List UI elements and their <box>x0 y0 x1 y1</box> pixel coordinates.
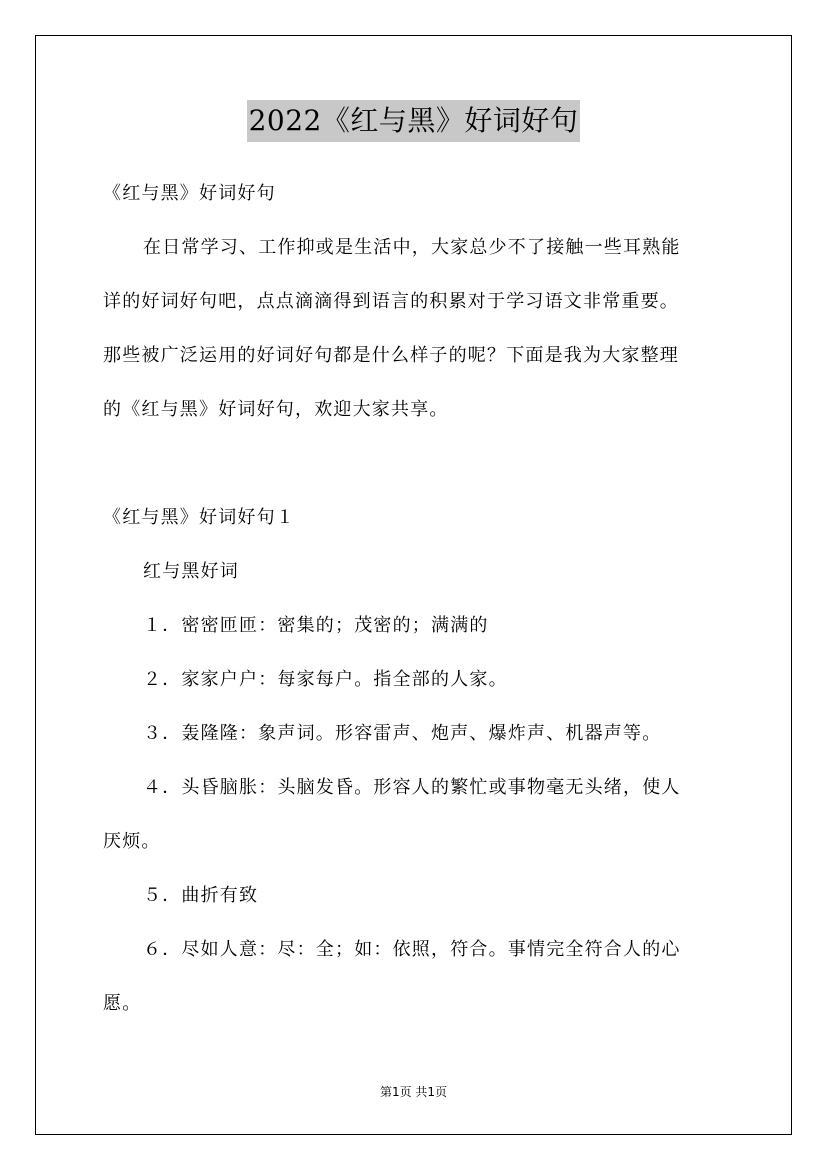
section-heading-2: 《红与黑》好词好句１ <box>103 507 295 528</box>
intro-line-3: 那些被广泛运用的好词好句都是什么样子的呢？下面是我为大家整理 <box>103 345 679 366</box>
list-item-6-line-2: 愿。 <box>103 993 142 1014</box>
intro-line-1: 在日常学习、工作抑或是生活中，大家总少不了接触一些耳熟能 <box>143 237 681 258</box>
page-footer: 第1页 共1页 <box>379 1085 448 1099</box>
list-item-1: １．密密匝匝：密集的；茂密的；满满的 <box>143 615 489 636</box>
subheading: 红与黑好词 <box>143 561 239 582</box>
list-item-3: ３．轰隆隆：象声词。形容雷声、炮声、爆炸声、机器声等。 <box>143 723 662 744</box>
list-item-2: ２．家家户户：每家每户。指全部的人家。 <box>143 669 508 690</box>
list-item-4-line-2: 厌烦。 <box>103 831 161 852</box>
list-item-4-line-1: ４．头昏脑胀：头脑发昏。形容人的繁忙或事物毫无头绪，使人 <box>143 777 681 798</box>
list-item-6-line-1: ６．尽如人意：尽：全；如：依照，符合。事情完全符合人的心 <box>143 939 681 960</box>
intro-line-2: 详的好词好句吧，点点滴滴得到语言的积累对于学习语文非常重要。 <box>103 291 679 312</box>
list-item-5: ５．曲折有致 <box>143 885 259 906</box>
title-container <box>0 100 827 142</box>
document-title: 2022《红与黑》好词好句 <box>247 100 581 142</box>
section-heading-1: 《红与黑》好词好句 <box>103 183 276 204</box>
intro-line-4: 的《红与黑》好词好句，欢迎大家共享。 <box>103 399 449 420</box>
